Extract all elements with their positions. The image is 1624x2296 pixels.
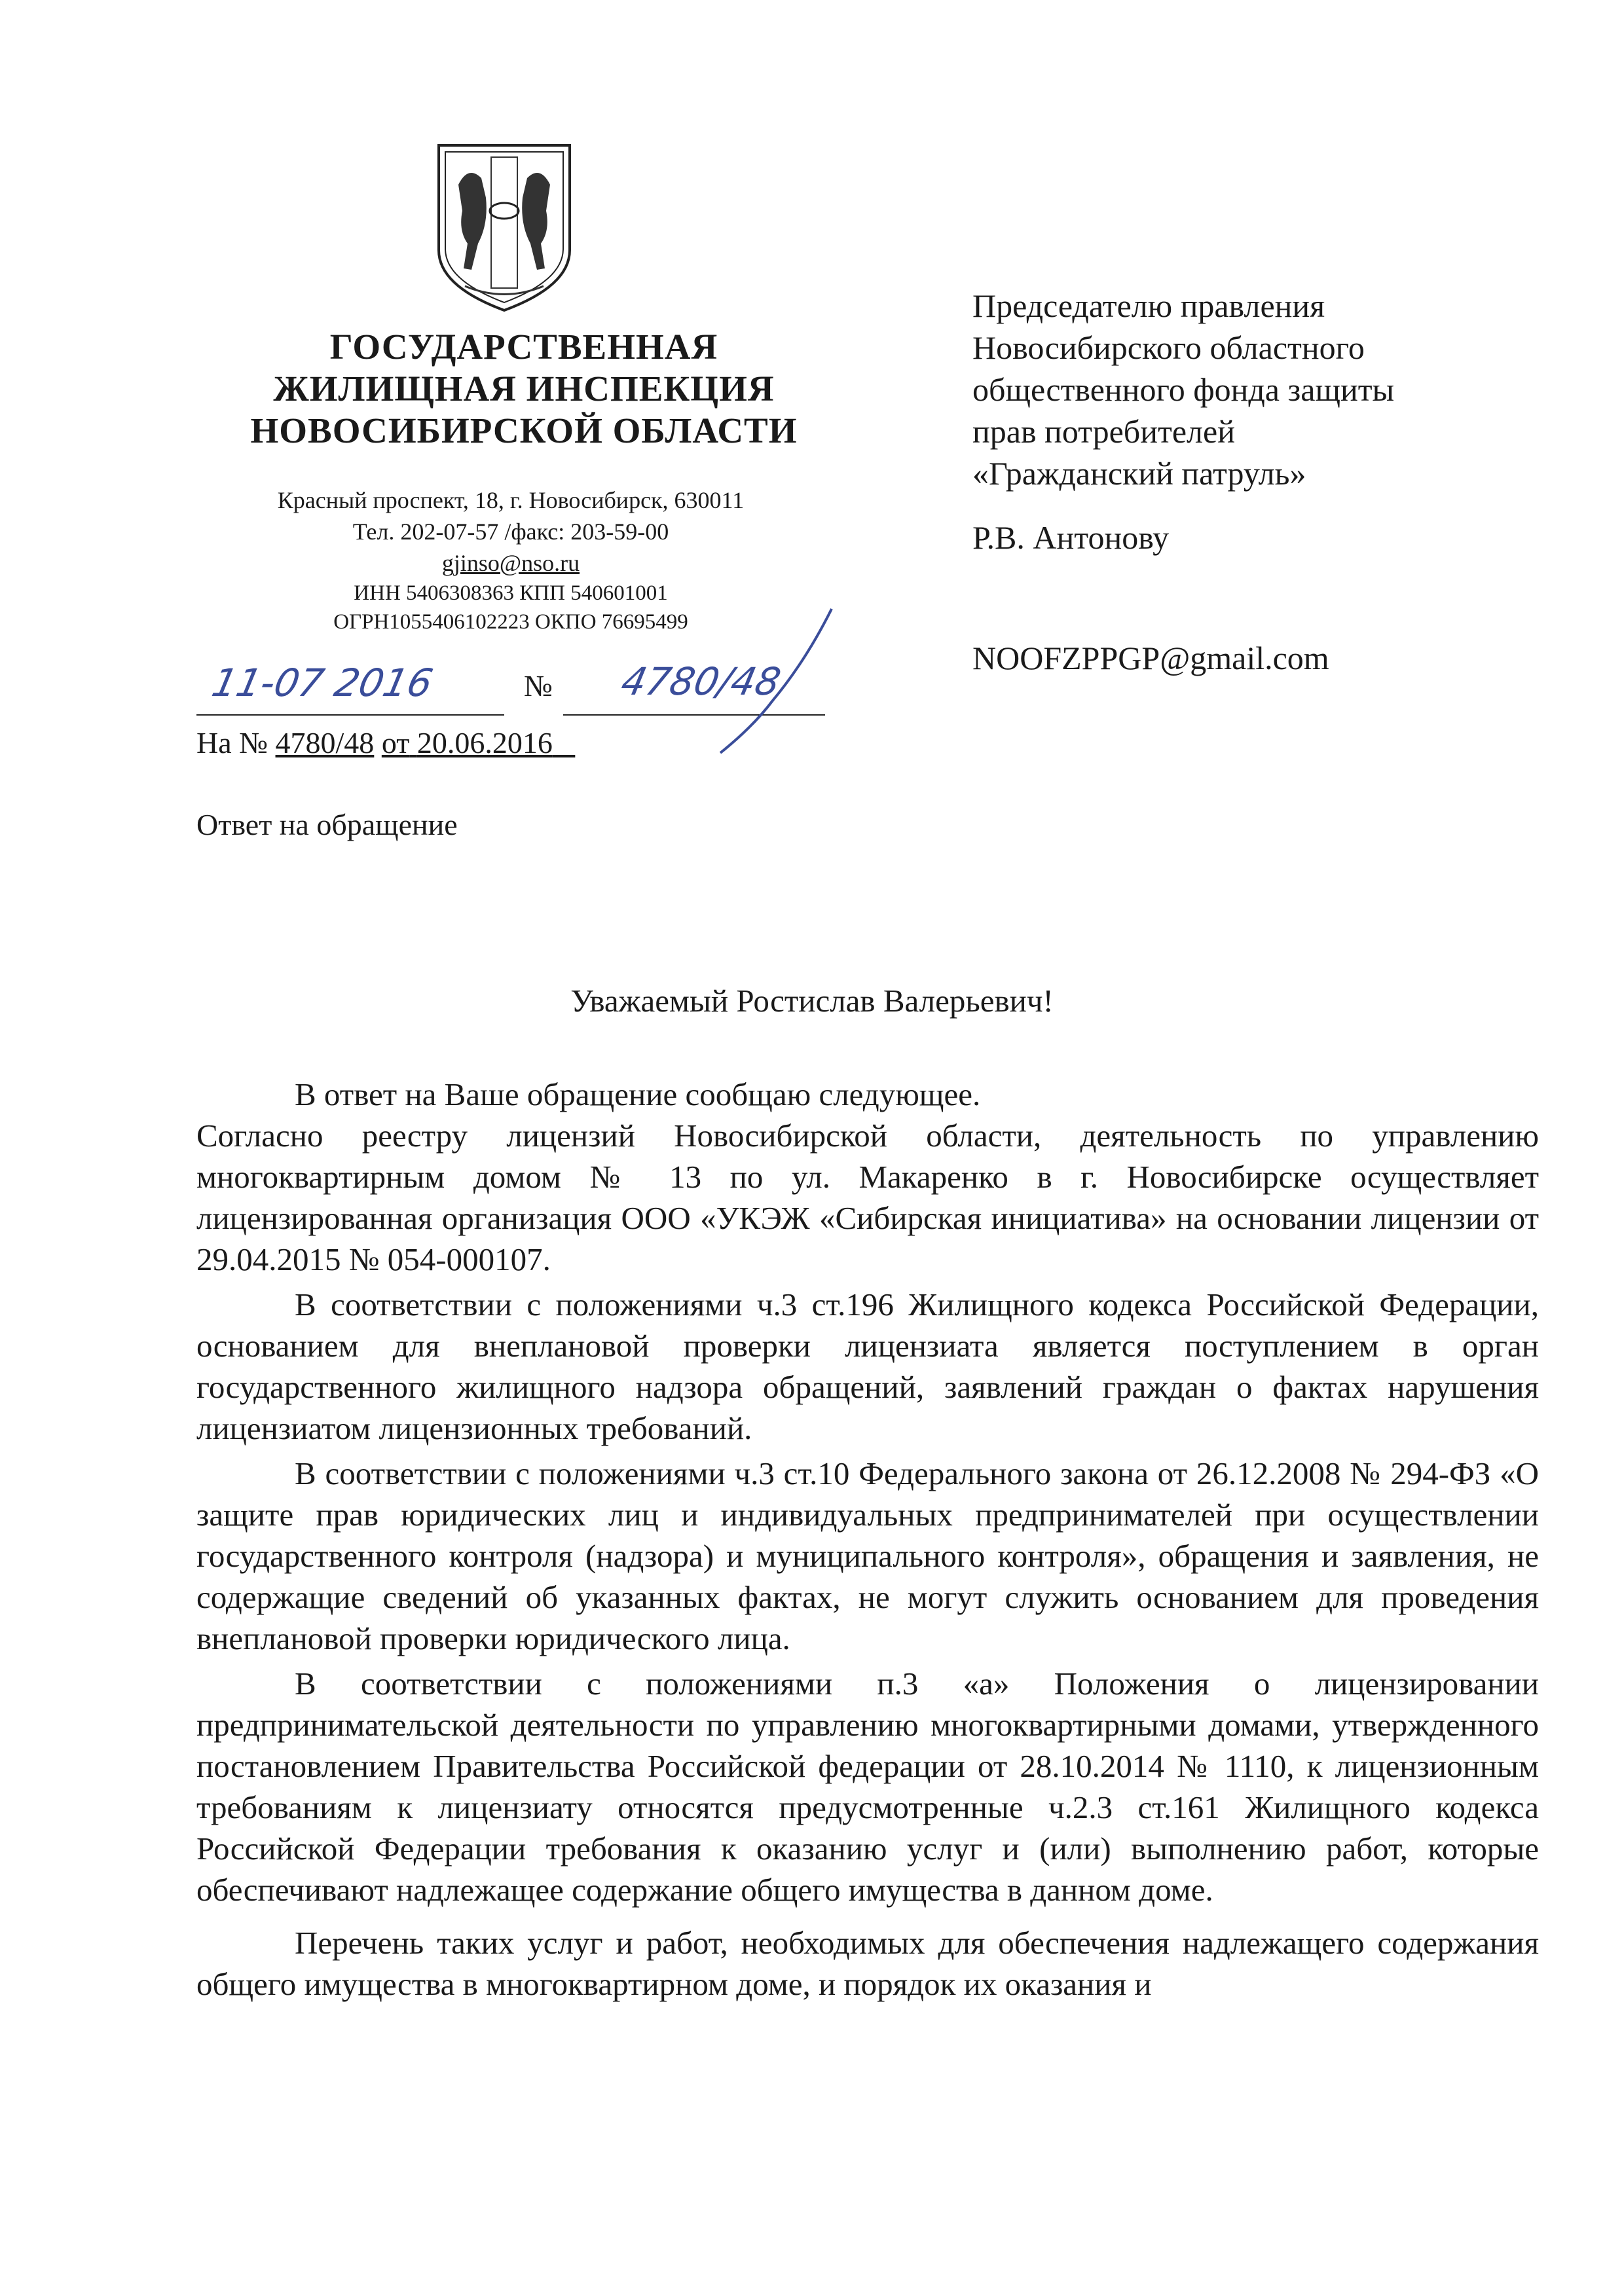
reference-line (196, 725, 575, 760)
body-paragraph: Перечень таких услуг и работ, необходимых для обеспечения надлежащего содержания общего имущества в многоквартирном доме, и порядок их оказания и (196, 1925, 1539, 2002)
registration-date-handwritten: 11-07 2016 (208, 661, 437, 705)
reference-number: 4780/48 (275, 726, 375, 759)
addressee-line: прав потребителей (972, 413, 1235, 450)
letter-body (196, 1074, 1539, 2005)
salutation: Уважаемый Ростислав Валерьевич! (570, 983, 1054, 1019)
reference-from-label: от (381, 726, 410, 759)
sender-phone: Тел. 202-07-57 /факс: 203-59-00 (352, 519, 669, 545)
sender-inn-kpp: ИНН 5406308363 КПП 540601001 (354, 581, 668, 605)
reference-prefix: На № (196, 726, 268, 759)
addressee-name: Р.В. Антонову (972, 519, 1170, 556)
sender-title-line: ГОСУДАРСТВЕННАЯ (329, 327, 718, 367)
sender-address: Красный проспект, 18, г. Новосибирск, 630011 (277, 487, 745, 513)
addressee-line: общественного фонда защиты (972, 371, 1395, 408)
novosibirsk-oblast-coat-of-arms-icon (426, 139, 583, 316)
body-paragraph: В соответствии с положениями ч.3 ст.10 Федерального закона от 26.12.2008 № 294-ФЗ «О защите прав юридических лиц и индивидуальных предпринимателей при осуществлении государственного контроля (надзора) и муниципального контроля», обращения и заявления, не содержащие сведений об указанных фактах, не могут служить основанием для проведения внеплановой проверки юридического лица. (196, 1455, 1539, 1656)
addressee-line: «Гражданский патруль» (972, 455, 1306, 492)
body-paragraph: Согласно реестру лицензий Новосибирской области, деятельность по управлению многоквартирным домом № 13 по ул. Макаренко в г. Новосибирске осуществляет лицензированная организация ООО «УКЭЖ «Сибирская инициатива» на основании лицензии от 29.04.2015 № 054-000107. (196, 1118, 1539, 1277)
sender-ogrn-okpo: ОГРН1055406102223 ОКПО 76695499 (333, 610, 688, 634)
registration-date-underline (196, 714, 504, 716)
sender-organization-title (177, 326, 871, 452)
addressee-line: Председателю правления (972, 287, 1325, 324)
sender-title-line: ЖИЛИЩНАЯ ИНСПЕКЦИЯ (273, 369, 775, 409)
addressee-email: NOOFZPPGP@gmail.com (972, 640, 1329, 676)
addressee-line: Новосибирского областного (972, 329, 1365, 366)
addressee-block (972, 285, 1562, 679)
body-paragraph: В соответствии с положениями ч.3 ст.196 Жилищного кодекса Российской Федерации, основанием для внеплановой проверки лицензиата является поступлением в орган государственного жилищного надзора обращений, заявлений граждан о фактах нарушения лицензиатом лицензионных требований. (196, 1286, 1539, 1446)
registration-number-sign: № (524, 669, 553, 702)
body-paragraph: В соответствии с положениями п.3 «а» Положения о лицензировании предпринимательской деятельности по управлению многоквартирными домами, утвержденного постановлением Правительства Российской федерации от 28.10.2014 № 1110, к лицензионным требованиям к лицензиату относятся предусмотренные ч.2.3 ст.161 Жилищного кодекса Российской Федерации требования к оказанию услуг и (или) выполнению работ, которые обеспечивают надлежащее содержание общего имущества в данном доме. (196, 1666, 1539, 1908)
body-paragraph: В ответ на Ваше обращение сообщаю следующее. (295, 1076, 981, 1112)
sender-email-link[interactable]: gjinso@nso.ru (441, 550, 580, 576)
reference-date: 20.06.2016 (416, 726, 553, 759)
registration-number-handwritten: 4780/48 (617, 659, 785, 704)
letter-subject: Ответ на обращение (196, 808, 458, 841)
handwritten-stroke (681, 602, 838, 763)
sender-title-line: НОВОСИБИРСКОЙ ОБЛАСТИ (250, 410, 798, 450)
